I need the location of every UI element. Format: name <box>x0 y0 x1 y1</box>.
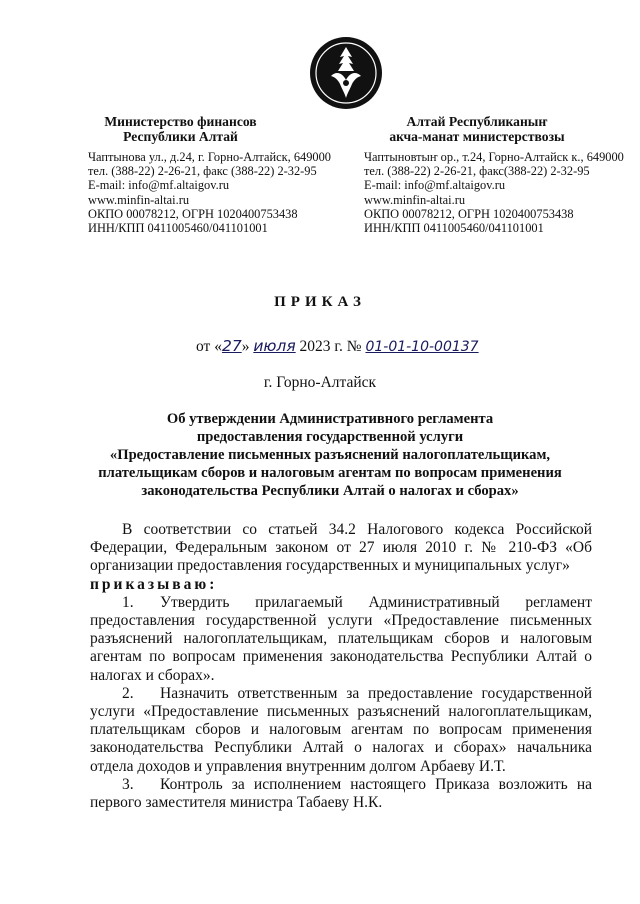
website-alt: www.minfin-altai.ru <box>364 192 466 207</box>
date-month: июля <box>253 337 296 355</box>
inn-ru: ИНН/КПП 0411005460/041101001 <box>88 221 268 236</box>
item-3 <box>90 776 592 812</box>
item-1-text: Утвердить прилагаемый Административный регламент предоставления государственной услуги «Предоставление письменных разъяснений налогоплательщикам, плательщикам сборов и налоговым агентам по вопросам применения законодательства Республики Алтай о налогах и сборах». <box>90 593 592 684</box>
order-subject <box>90 410 570 500</box>
org-name-ru-line1: Министерство финансов <box>104 114 257 129</box>
date-day: 27 <box>221 337 242 355</box>
city: г. Горно-Алтайск <box>263 374 377 391</box>
item-3-number: 3. <box>122 775 134 793</box>
subject-line: плательщикам сборов и налоговым агентам по вопросам применения <box>98 465 562 481</box>
org-name-ru-line2: Республики Алтай <box>123 129 238 144</box>
subject-line: законодательства Республики Алтай о налогах и сборах» <box>141 483 519 499</box>
altai-republic-emblem-icon <box>309 36 383 110</box>
date-line <box>196 337 479 356</box>
intro-text: В соответствии со статьей 34.2 Налогового кодекса Российской Федерации, Федеральным законом от 27 июля 2010 г. № 210-ФЗ «Об организации предоставления государственных и муниципальных услуг» <box>90 521 592 575</box>
address-ru: Чаптынова ул., д.24, г. Горно-Алтайск, 649000 <box>88 150 331 164</box>
item-1 <box>90 594 592 685</box>
document-title: ПРИКАЗ <box>274 294 366 310</box>
subject-line: предоставления государственной услуги <box>196 429 464 445</box>
subject-line: «Предоставление письменных разъяснений налогоплательщикам, <box>109 447 551 463</box>
email-alt: E-mail: info@mf.altaigov.ru <box>364 178 506 193</box>
date-year: 2023 г. № <box>295 338 366 355</box>
phone-ru: тел. (388-22) 2-26-21, факс (388-22) 2-32-95 <box>88 164 317 179</box>
item-2-text: Назначить ответственным за предоставление государственной услуги «Предоставление письменных разъяснений налогоплательщикам, плательщикам сборов и налоговым агентам по вопросам применения законодательства Республики Алтай о налогах и сборах» начальника отдела доходов и управления внутренним долгом Арбаеву И.Т. <box>90 684 592 775</box>
intro-paragraph <box>90 521 592 576</box>
website-ru: www.minfin-altai.ru <box>88 192 190 207</box>
item-1-number: 1. <box>122 593 134 611</box>
org-name-alt-line2: акча-манат министерствозы <box>389 129 565 144</box>
okpo-alt: ОКПО 00078212, ОГРН 1020400753438 <box>364 206 574 221</box>
date-prefix: от « <box>196 338 222 355</box>
header-left <box>88 114 348 235</box>
org-name-alt-line1: Алтай Республиканыҥ <box>406 114 548 129</box>
item-2 <box>90 685 592 776</box>
order-word-paragraph <box>90 576 592 594</box>
order-number: 01-01-10-00137 <box>365 339 479 355</box>
item-3-text: Контроль за исполнением настоящего Приказа возложить на первого заместителя министра Табаеву Н.К. <box>90 775 592 812</box>
address-alt: Чаптыновтыҥ ор., т.24, Горно-Алтайск к., 649000 <box>364 150 624 164</box>
order-body <box>90 521 592 812</box>
email-ru: E-mail: info@mf.altaigov.ru <box>88 178 230 193</box>
date-mid: » <box>241 338 250 355</box>
inn-alt: ИНН/КПП 0411005460/041101001 <box>364 221 544 236</box>
order-word: приказываю: <box>90 575 218 593</box>
subject-line: Об утверждении Административного регламента <box>166 411 494 427</box>
header-right <box>364 114 624 235</box>
item-2-number: 2. <box>122 684 134 702</box>
okpo-ru: ОКПО 00078212, ОГРН 1020400753438 <box>88 206 298 221</box>
phone-alt: тел. (388-22) 2-26-21, факс(388-22) 2-32-95 <box>364 164 590 179</box>
